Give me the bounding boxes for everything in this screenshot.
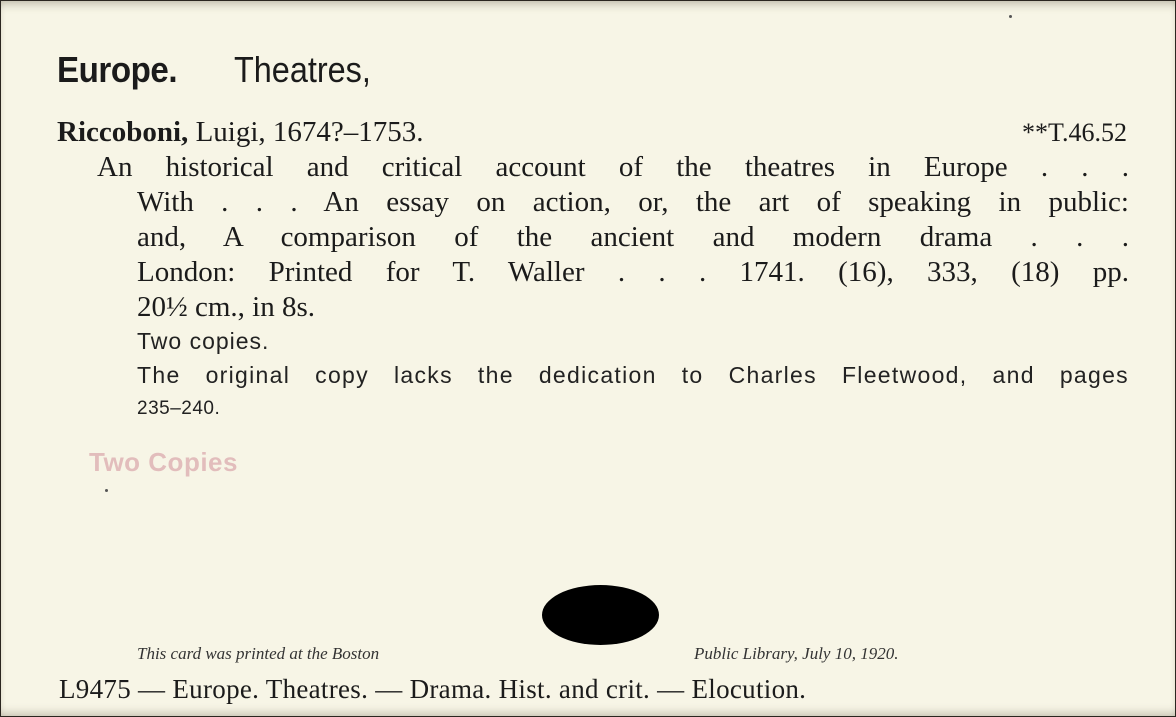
author-line [57, 116, 424, 149]
subject-heading-main: Europe. [57, 49, 178, 90]
subject-heading [57, 49, 386, 91]
printer-imprint-right: Public Library, July 10, 1920. [694, 644, 899, 663]
dust-speck [1009, 15, 1012, 18]
author-dates: Luigi, 1674?–1753. [195, 116, 424, 148]
subject-heading-subdivision: Theatres, [233, 49, 371, 90]
title-line-3: and, A comparison of the ancient and modern drama . . . [137, 221, 1129, 253]
printer-imprint-left: This card was printed at the Boston [137, 644, 380, 663]
note-copies: Two copies. [137, 328, 270, 354]
subject-tracings: L9475 — Europe. Theatres. — Drama. Hist. and crit. — Elocution. [59, 674, 807, 704]
note-lacks-line-1: The original copy lacks the dedication to Charles Fleetwood, and pages [137, 362, 1129, 388]
note-lacks-line-2: 235–240. [137, 398, 221, 419]
title-line-2: With . . . An essay on action, or, the art of speaking in public: [137, 186, 1129, 218]
imprint-line: London: Printed for T. Waller . . . 1741. (16), 333, (18) pp. [137, 256, 1129, 288]
two-copies-stamp: Two Copies [89, 447, 238, 477]
author-name: Riccoboni, [57, 116, 189, 148]
title-line-1: An historical and critical account of the theatres in Europe . . . [97, 151, 1129, 183]
redaction-blot [542, 585, 659, 645]
dust-speck [105, 489, 108, 492]
collation-line: 20½ cm., in 8s. [137, 291, 316, 323]
call-number: **T.46.52 [1022, 118, 1127, 147]
